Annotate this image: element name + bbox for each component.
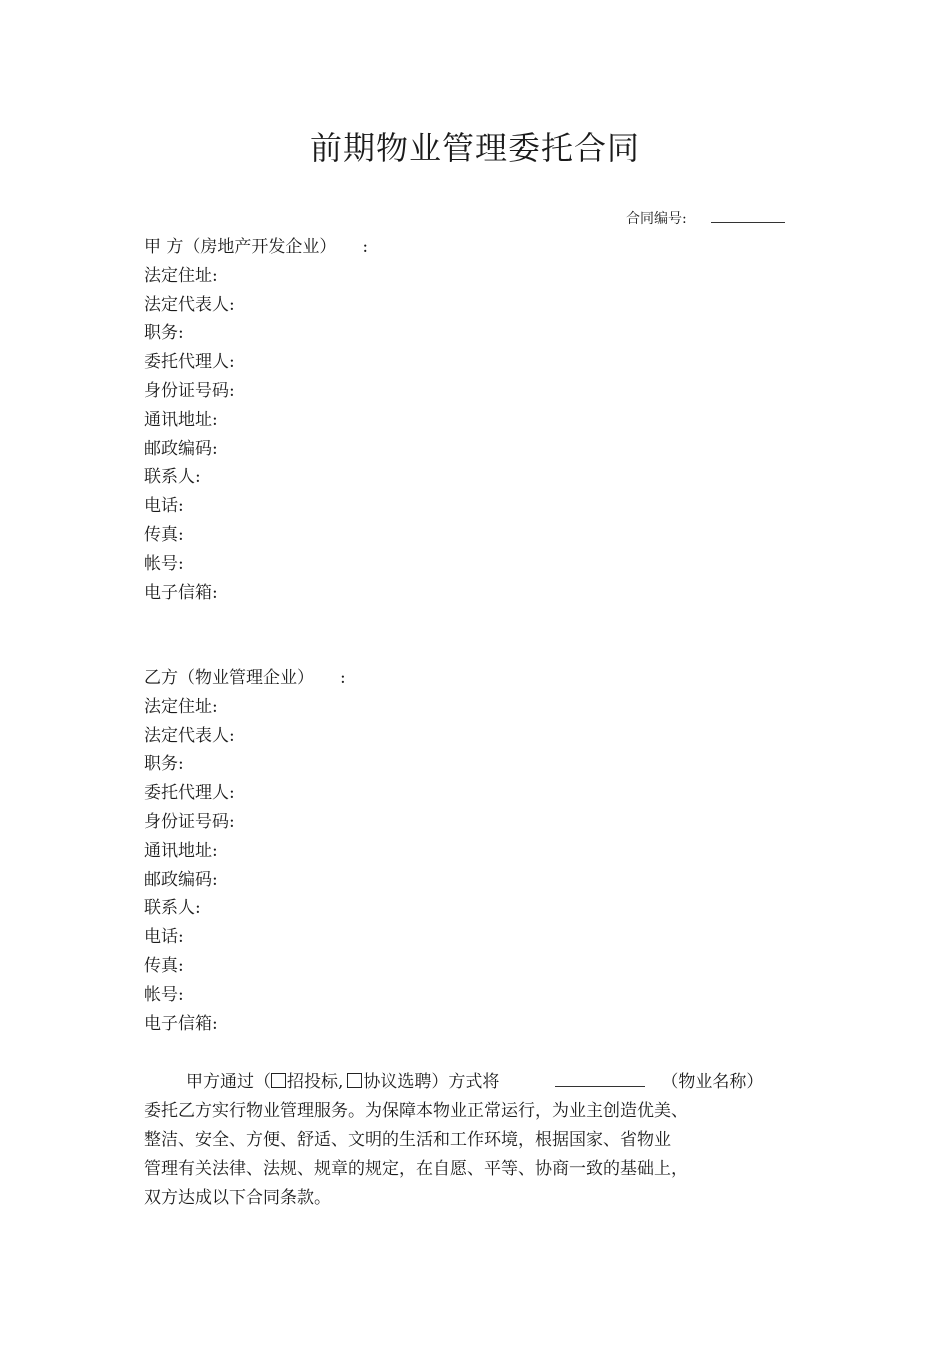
party-b-heading-colon: :: [340, 668, 346, 688]
party-a-field: 帐号:: [144, 553, 184, 574]
party-a-field: 联系人:: [144, 467, 201, 488]
contract-number-blank[interactable]: [711, 208, 785, 223]
contract-number: [626, 208, 785, 229]
agreement-option-label: 协议选聘）方式将: [363, 1072, 500, 1092]
party-b-heading-text: 乙方（物业管理企业）: [144, 668, 314, 688]
party-b-heading: [144, 664, 346, 693]
party-b-field: 电话:: [144, 927, 184, 948]
party-a-field: 法定住址:: [144, 265, 218, 286]
intro-prefix: 甲方通过（: [186, 1072, 271, 1092]
party-a-heading: [144, 233, 368, 262]
party-b-field: 帐号:: [144, 984, 184, 1005]
intro-line: 双方达成以下合同条款。: [144, 1188, 331, 1208]
party-a-field: 职务:: [144, 323, 184, 344]
party-a-heading-colon: :: [362, 237, 369, 257]
party-a-field: 身份证号码:: [144, 380, 235, 401]
party-a-field: 委托代理人:: [144, 352, 235, 373]
party-a-field: 传真:: [144, 524, 184, 545]
party-b-field: 联系人:: [144, 898, 201, 919]
party-a-field: 法定代表人:: [144, 294, 235, 315]
property-name-blank[interactable]: [555, 1070, 645, 1087]
intro-line: 整洁、安全、方便、舒适、文明的生活和工作环境，根据国家、省物业: [144, 1130, 671, 1150]
party-b-field: 身份证号码:: [144, 811, 235, 832]
document-title: 前期物业管理委托合同: [309, 129, 640, 167]
contract-number-label: 合同编号:: [626, 211, 687, 227]
party-a-heading-text: 甲 方（房地产开发企业）: [144, 237, 337, 257]
party-b-field: 通讯地址:: [144, 840, 218, 861]
party-a-field: 电子信箱:: [144, 582, 218, 603]
intro-paragraph: [144, 1068, 804, 1213]
party-b-field: 邮政编码:: [144, 869, 218, 890]
party-a-field: 邮政编码:: [144, 438, 218, 459]
party-b-field: 职务:: [144, 754, 184, 775]
tender-checkbox[interactable]: [271, 1073, 286, 1088]
intro-line: 管理有关法律、法规、规章的规定，在自愿、平等、协商一致的基础上，: [144, 1159, 688, 1179]
property-name-label: （物业名称）: [661, 1072, 764, 1092]
party-a-field: 通讯地址:: [144, 409, 218, 430]
party-b-field: 法定住址:: [144, 696, 218, 717]
party-a-field: 电话:: [144, 496, 184, 517]
party-b-field: 电子信箱:: [144, 1013, 218, 1034]
party-b-field: 委托代理人:: [144, 783, 235, 804]
tender-option-label: 招投标,: [287, 1072, 344, 1092]
party-a-section: [144, 233, 368, 607]
party-b-field: 传真:: [144, 955, 184, 976]
agreement-checkbox[interactable]: [347, 1073, 362, 1088]
party-b-section: [144, 664, 346, 1038]
intro-line: 委托乙方实行物业管理服务。为保障本物业正常运行，为业主创造优美、: [144, 1101, 688, 1121]
party-b-field: 法定代表人:: [144, 725, 235, 746]
intro-first-line: [144, 1068, 804, 1097]
